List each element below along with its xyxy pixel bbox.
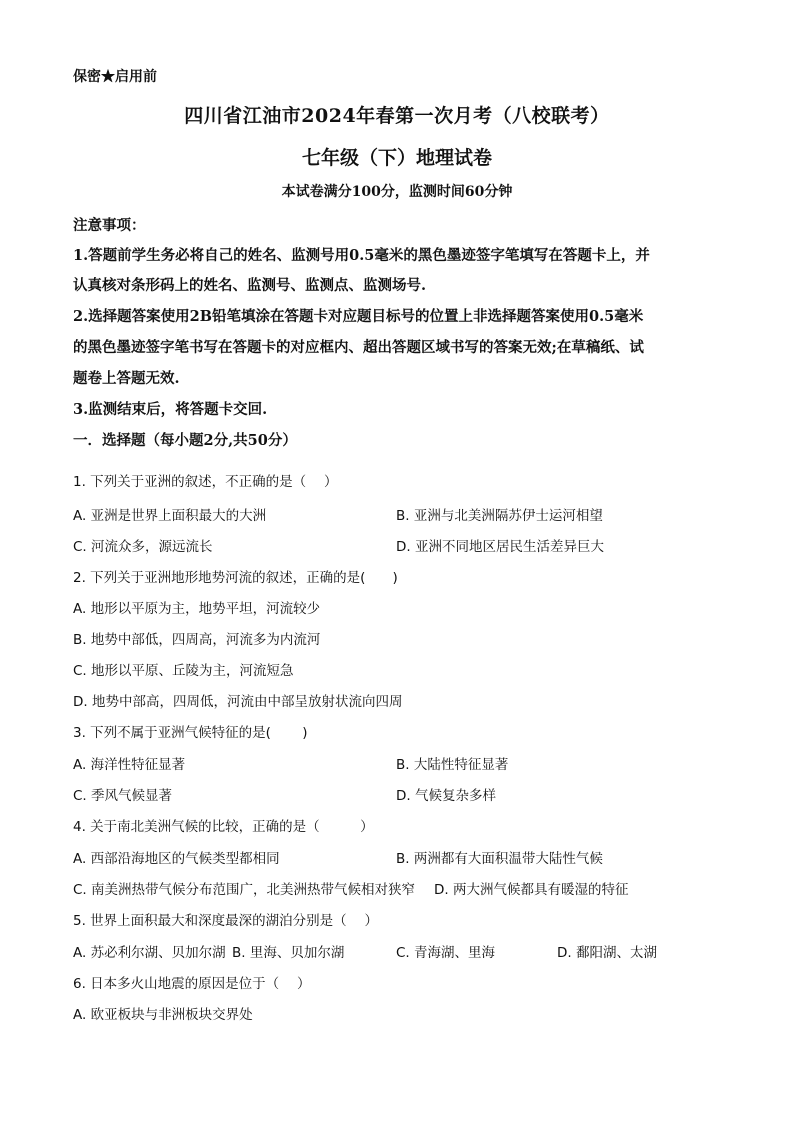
question-2-option-b: B. 地势中部低，四周高，河流多为内流河 <box>73 632 321 648</box>
notice-item-2-line-3: 题卷上答题无效. <box>73 370 180 387</box>
notice-item-1-line-1: 1.答题前学生务必将自己的姓名、监测号用0.5毫米的黑色墨迹签字笔填写在答题卡上，并 <box>73 247 650 264</box>
exam-subtitle: 七年级（下）地理试卷 <box>301 147 492 169</box>
question-5-stem: 5. 世界上面积最大和深度最深的湖泊分别是（ ） <box>73 913 378 929</box>
question-4-stem: 4. 关于南北美洲气候的比较，正确的是（ ） <box>73 819 374 835</box>
question-1-option-c: C. 河流众多，源远流长 <box>73 539 213 555</box>
question-2-option-c: C. 地形以平原、丘陵为主，河流短急 <box>73 663 294 679</box>
question-3-option-c: C. 季风气候显著 <box>73 788 173 804</box>
question-3-option-a: A. 海洋性特征显著 <box>73 757 186 773</box>
question-2-option-a: A. 地形以平原为主，地势平坦，河流较少 <box>73 601 321 617</box>
question-5-option-d: D. 鄱阳湖、太湖 <box>557 945 657 961</box>
question-2-stem: 2. 下列关于亚洲地形地势河流的叙述，正确的是( ) <box>73 570 398 586</box>
secret-mark: 保密★启用前 <box>73 69 157 85</box>
section-heading: 一．选择题（每小题2分,共50分） <box>73 432 297 449</box>
question-4-option-b: B. 两洲都有大面积温带大陆性气候 <box>396 851 603 867</box>
question-3-option-d: D. 气候复杂多样 <box>396 788 496 804</box>
exam-info: 本试卷满分100分，监测时间60分钟 <box>281 184 513 200</box>
question-4-option-c: C. 南美洲热带气候分布范围广，北美洲热带气候相对狭窄 <box>73 882 416 898</box>
exam-title: 四川省江油市2024年春第一次月考（八校联考） <box>184 105 610 127</box>
question-3-option-b: B. 大陆性特征显著 <box>396 757 509 773</box>
question-3-stem: 3. 下列不属于亚洲气候特征的是( ) <box>73 725 308 741</box>
question-1-option-a: A. 亚洲是世界上面积最大的大洲 <box>73 508 267 524</box>
question-1-option-b: B. 亚洲与北美洲隔苏伊士运河相望 <box>396 508 603 524</box>
notice-item-2-line-1: 2.选择题答案使用2B铅笔填涂在答题卡对应题目标号的位置上非选择题答案使用0.5毫米 <box>73 308 644 325</box>
question-5-option-c: C. 青海湖、里海 <box>396 945 496 961</box>
question-5-option-b: B. 里海、贝加尔湖 <box>232 945 345 961</box>
question-5-option-a: A. 苏必利尔湖、贝加尔湖 <box>73 945 226 961</box>
notice-item-2-line-2: 的黑色墨迹签字笔书写在答题卡的对应框内、超出答题区域书写的答案无效;在草稿纸、试 <box>73 339 644 356</box>
question-4-option-d: D. 两大洲气候都具有暖湿的特征 <box>434 882 629 898</box>
question-6-option-a: A. 欧亚板块与非洲板块交界处 <box>73 1007 253 1023</box>
notice-heading: 注意事项： <box>73 217 146 234</box>
question-1-stem: 1. 下列关于亚洲的叙述，不正确的是（ ） <box>73 474 338 490</box>
question-6-stem: 6. 日本多火山地震的原因是位于（ ） <box>73 976 311 992</box>
question-1-option-d: D. 亚洲不同地区居民生活差异巨大 <box>396 539 604 555</box>
question-4-option-a: A. 西部沿海地区的气候类型都相同 <box>73 851 280 867</box>
notice-item-3: 3.监测结束后，将答题卡交回. <box>73 401 268 418</box>
question-2-option-d: D. 地势中部高，四周低，河流由中部呈放射状流向四周 <box>73 694 403 710</box>
notice-item-1-line-2: 认真核对条形码上的姓名、监测号、监测点、监测场号. <box>73 277 427 294</box>
